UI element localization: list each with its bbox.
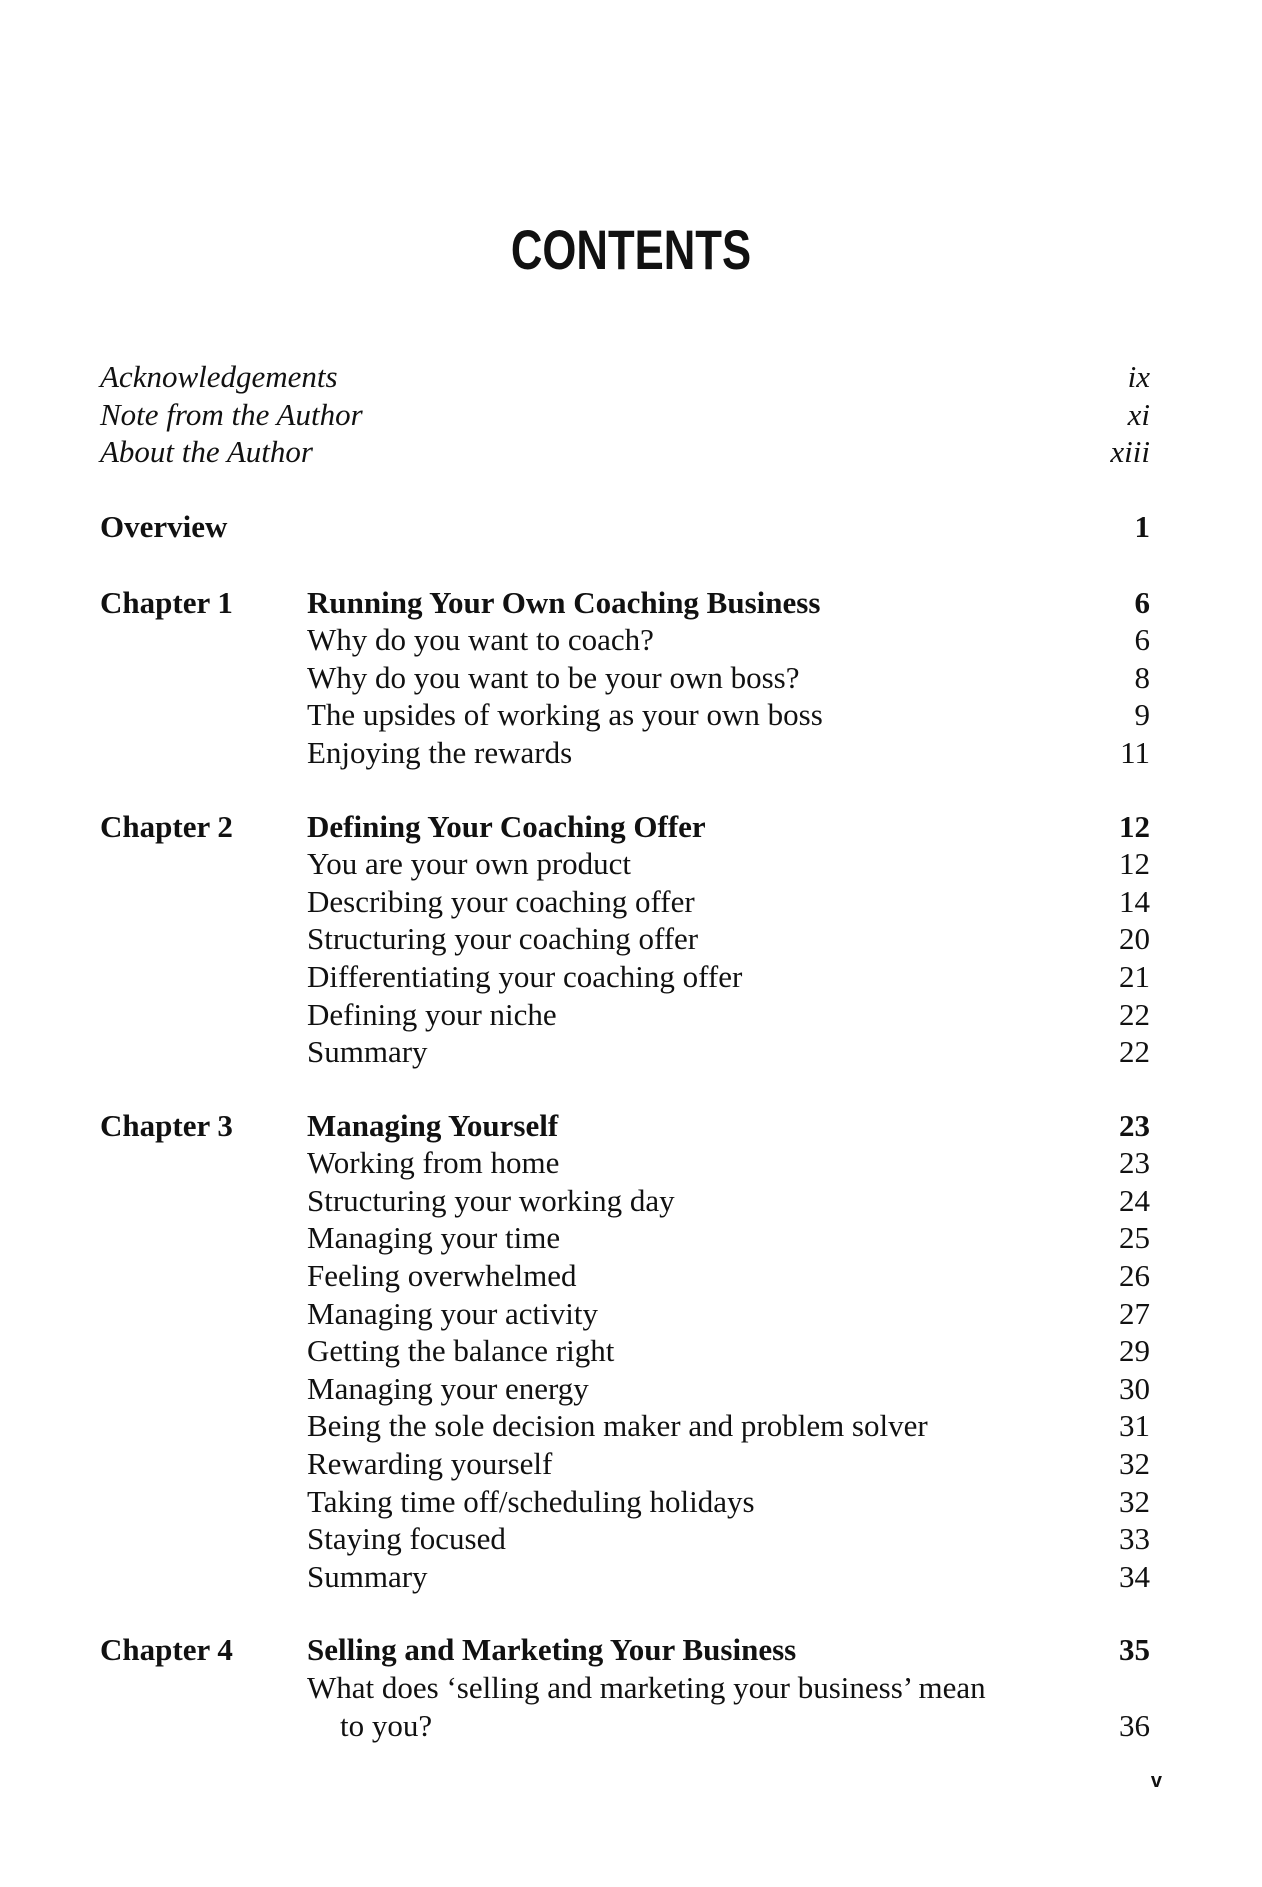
toc-chapter-1-heading[interactable] <box>100 584 1150 622</box>
toc-page-number: 32 <box>1119 1483 1150 1519</box>
toc-page-number: 1 <box>1134 509 1150 545</box>
toc-entry-label: Feeling overwhelmed <box>307 1258 577 1294</box>
table-of-contents <box>100 358 1150 1744</box>
chapter-title: Selling and Marketing Your Business <box>307 1632 797 1668</box>
toc-entry[interactable] <box>100 1332 1150 1370</box>
toc-entry[interactable] <box>100 696 1150 734</box>
toc-page-number: 24 <box>1119 1182 1150 1218</box>
toc-page-number: 27 <box>1119 1295 1150 1331</box>
toc-entry-label: Why do you want to coach? <box>307 622 654 658</box>
chapter-title: Defining Your Coaching Offer <box>307 808 706 844</box>
toc-entry-label: Managing your time <box>307 1220 561 1256</box>
toc-entry-label: You are your own product <box>307 846 632 882</box>
toc-front-about[interactable] <box>100 433 1150 471</box>
toc-entry[interactable] <box>100 845 1150 883</box>
toc-entry[interactable] <box>100 883 1150 921</box>
toc-page-number: 6 <box>1134 622 1150 658</box>
toc-page-number: 34 <box>1119 1558 1150 1594</box>
toc-entry-label: Defining your niche <box>307 996 557 1032</box>
toc-front-note[interactable] <box>100 396 1150 434</box>
toc-entry-label: Describing your coaching offer <box>307 883 695 919</box>
toc-entry-label: Managing your energy <box>307 1370 589 1406</box>
toc-entry[interactable] <box>100 659 1150 697</box>
chapter-number: Chapter 3 <box>100 1107 233 1143</box>
chapter-title: Running Your Own Coaching Business <box>307 584 821 620</box>
toc-entry-label: Managing your activity <box>307 1295 598 1331</box>
toc-entry-label: Enjoying the rewards <box>307 734 573 770</box>
toc-entry-label: Working from home <box>307 1145 560 1181</box>
toc-page-number: 21 <box>1119 958 1150 994</box>
toc-entry-label: Summary <box>307 1034 428 1070</box>
toc-page-number: 35 <box>1119 1632 1150 1668</box>
page-folio: v <box>1150 1770 1162 1792</box>
toc-entry-continuation[interactable] <box>100 1707 1150 1745</box>
toc-entry-label-continuation: to you? <box>340 1707 433 1743</box>
toc-entry[interactable] <box>100 1407 1150 1445</box>
toc-entry[interactable] <box>100 1483 1150 1521</box>
toc-overview[interactable] <box>100 508 1150 546</box>
toc-page-number: 12 <box>1119 808 1150 844</box>
toc-entry-label: Summary <box>307 1558 428 1594</box>
chapter-number: Chapter 4 <box>100 1632 233 1668</box>
toc-entry-label: Differentiating your coaching offer <box>307 958 743 994</box>
toc-page-number: 9 <box>1134 697 1150 733</box>
toc-entry-label: About the Author <box>100 434 313 470</box>
toc-page-number: 23 <box>1119 1145 1150 1181</box>
toc-entry[interactable] <box>100 1669 1150 1707</box>
toc-page-number: 20 <box>1119 921 1150 957</box>
toc-entry-label: Rewarding yourself <box>307 1446 553 1482</box>
toc-entry-label: Overview <box>100 509 228 545</box>
toc-page-number: 23 <box>1119 1107 1150 1143</box>
toc-entry[interactable] <box>100 920 1150 958</box>
toc-page-number: 14 <box>1119 883 1150 919</box>
toc-entry[interactable] <box>100 1445 1150 1483</box>
toc-entry-label: Getting the balance right <box>307 1333 615 1369</box>
toc-entry-label: Structuring your working day <box>307 1182 675 1218</box>
toc-page-number: 30 <box>1119 1370 1150 1406</box>
toc-entry[interactable] <box>100 1182 1150 1220</box>
toc-entry-label: Structuring your coaching offer <box>307 921 699 957</box>
toc-entry[interactable] <box>100 996 1150 1034</box>
toc-entry[interactable] <box>100 1257 1150 1295</box>
toc-front-acknowledgements[interactable] <box>100 358 1150 396</box>
toc-entry-label: Taking time off/scheduling holidays <box>307 1483 755 1519</box>
toc-page-number: 11 <box>1120 734 1150 770</box>
toc-entry[interactable] <box>100 1520 1150 1558</box>
toc-page-number: 25 <box>1119 1220 1150 1256</box>
toc-entry-label: What does ‘selling and marketing your business’ mean <box>307 1670 986 1705</box>
toc-page-number: 31 <box>1119 1408 1150 1444</box>
toc-entry[interactable] <box>100 621 1150 659</box>
page-title: CONTENTS <box>510 218 752 281</box>
toc-entry-label: Note from the Author <box>100 396 363 432</box>
toc-page-number: 22 <box>1119 1034 1150 1070</box>
chapter-title: Managing Yourself <box>307 1107 559 1143</box>
toc-chapter-4-heading[interactable] <box>100 1631 1150 1669</box>
toc-page-number: 12 <box>1119 846 1150 882</box>
toc-page-number: 8 <box>1134 659 1150 695</box>
toc-entry[interactable] <box>100 1558 1150 1596</box>
toc-page-number: 29 <box>1119 1333 1150 1369</box>
toc-page-number: 6 <box>1134 584 1150 620</box>
toc-entry[interactable] <box>100 734 1150 772</box>
toc-page-number: 36 <box>1119 1707 1150 1743</box>
toc-page-number: 33 <box>1119 1521 1150 1557</box>
toc-entry-label: Staying focused <box>307 1521 506 1557</box>
toc-entry-label: The upsides of working as your own boss <box>307 697 823 733</box>
toc-entry[interactable] <box>100 958 1150 996</box>
toc-entry[interactable] <box>100 1144 1150 1182</box>
toc-entry-label: Acknowledgements <box>100 359 338 394</box>
toc-entry-label: Being the sole decision maker and problem solver <box>307 1408 928 1444</box>
toc-entry[interactable] <box>100 1295 1150 1333</box>
toc-chapter-3-heading[interactable] <box>100 1107 1150 1145</box>
toc-page-number: 22 <box>1119 996 1150 1032</box>
toc-chapter-2-heading[interactable] <box>100 808 1150 846</box>
toc-page-number: xiii <box>1110 434 1150 470</box>
toc-page-number: ix <box>1127 359 1150 394</box>
toc-entry-label: Why do you want to be your own boss? <box>307 659 800 695</box>
chapter-number: Chapter 2 <box>100 808 233 844</box>
toc-page-number: 32 <box>1119 1446 1150 1482</box>
toc-page-number: xi <box>1127 396 1150 432</box>
toc-entry[interactable] <box>100 1033 1150 1071</box>
toc-page-number: 26 <box>1119 1258 1150 1294</box>
toc-entry[interactable] <box>100 1370 1150 1408</box>
chapter-number: Chapter 1 <box>100 584 233 620</box>
toc-entry[interactable] <box>100 1219 1150 1257</box>
